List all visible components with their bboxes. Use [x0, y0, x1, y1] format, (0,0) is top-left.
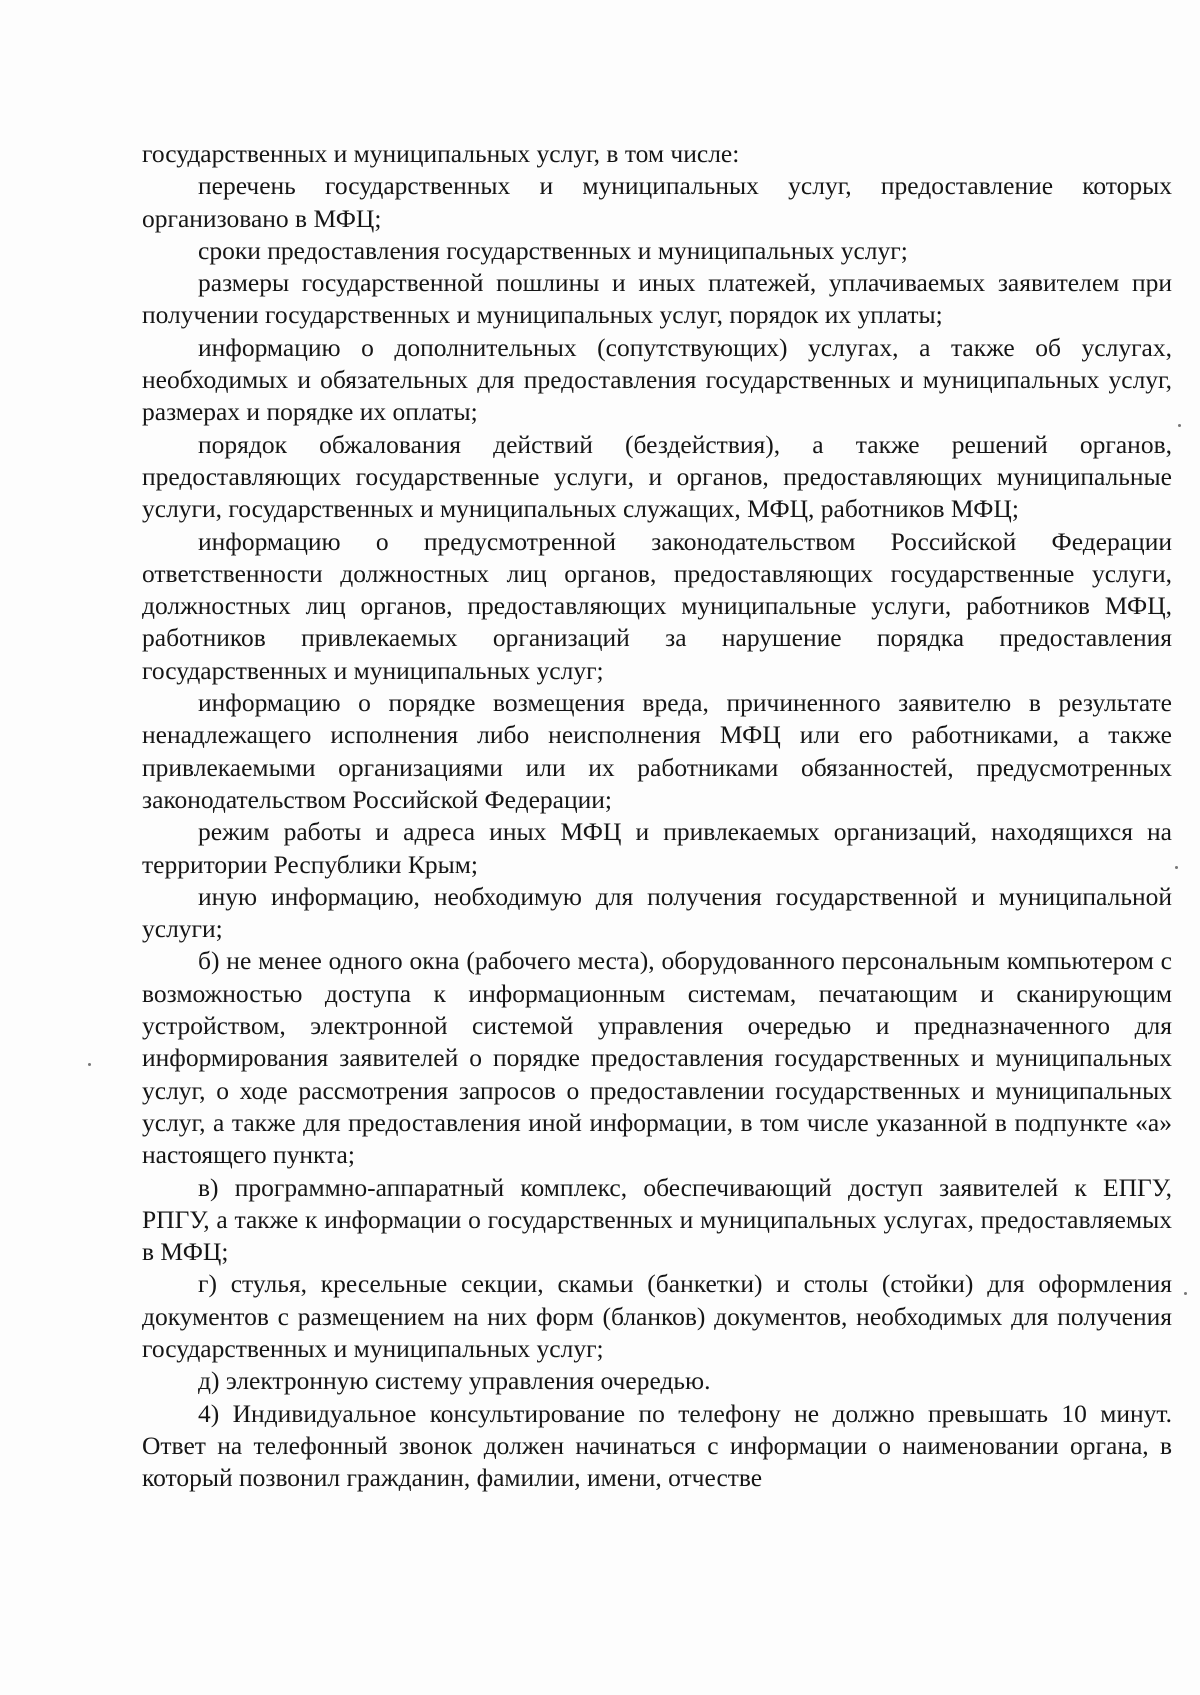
paragraph-responsibility: информацию о предусмотренной законодательством Российской Федерации ответственности должностных лиц органов, предоставляющих государственные услуги, должностных лиц органов, предоставляющих муниципальные услуги, работников МФЦ, работников привлекаемых организаций за нарушение порядка предоставления государственных и муниципальных услуг;: [142, 526, 1172, 685]
paragraph-item-b: б) не менее одного окна (рабочего места), оборудованного персональным компьютером с возможностью доступа к информационным системам, печатающим и сканирующим устройством, электронной системой управления очередью и предназначенного для информирования заявителей о порядке предоставления государственных и муниципальных услуг, о ходе рассмотрения запросов о предоставлении государственных и муниципальных услуг, а также для предоставления иной информации, в том числе указанной в подпункте «а» настоящего пункта;: [142, 946, 1172, 1170]
paragraph-working-hours: режим работы и адреса иных МФЦ и привлекаемых организаций, находящихся на территории Республики Крым;: [142, 817, 1172, 879]
scan-speck: [88, 1063, 91, 1066]
paragraph-item-4: 4) Индивидуальное консультирование по телефону не должно превышать 10 минут. Ответ на телефонный звонок должен начинаться с информации о наименовании органа, в который позвонил гражданин, фамилии, имени, отчестве: [142, 1398, 1172, 1493]
paragraph-continuation: государственных и муниципальных услуг, в том числе:: [142, 139, 740, 168]
scan-speck: [1178, 424, 1181, 427]
paragraph-appeal-procedure: порядок обжалования действий (бездействия), а также решений органов, предоставляющих государственные услуги, и органов, предоставляющих муниципальные услуги, государственных и муниципальных служащих, МФЦ, работников МФЦ;: [142, 429, 1172, 524]
paragraph-item-v: в) программно-аппаратный комплекс, обеспечивающий доступ заявителей к ЕПГУ, РПГУ, а также к информации о государственных и муниципальных услугах, предоставляемых в МФЦ;: [142, 1172, 1172, 1267]
paragraph-additional-services: информацию о дополнительных (сопутствующих) услугах, а также об услугах, необходимых и обязательных для предоставления государственных и муниципальных услуг, размерах и порядке их оплаты;: [142, 332, 1172, 427]
document-body: [142, 138, 1172, 1494]
paragraph-other-info: иную информацию, необходимую для получения государственной и муниципальной услуги;: [142, 881, 1172, 944]
paragraph-item-g: г) стулья, кресельные секции, скамьи (банкетки) и столы (стойки) для оформления документов с размещением на них форм (бланков) документов, необходимых для получения государственных и муниципальных услуг;: [142, 1269, 1172, 1363]
paragraph-item-d: д) электронную систему управления очередью.: [198, 1366, 711, 1396]
paragraph-services-list: перечень государственных и муниципальных услуг, предоставление которых организовано в МФЦ;: [142, 171, 1172, 233]
scan-speck: [1184, 1292, 1187, 1295]
paragraph-service-terms: сроки предоставления государственных и муниципальных услуг;: [198, 235, 908, 265]
scan-speck: [1175, 866, 1178, 869]
paragraph-damage-compensation: информацию о порядке возмещения вреда, причиненного заявителю в результате ненадлежащего исполнения либо неисполнения МФЦ или его работниками, а также привлекаемыми организациями или их работниками обязанностей, предусмотренных законодательством Российской Федерации;: [142, 688, 1172, 814]
paragraph-fees: размеры государственной пошлины и иных платежей, уплачиваемых заявителем при получении государственных и муниципальных услуг, порядок их уплаты;: [142, 268, 1172, 330]
